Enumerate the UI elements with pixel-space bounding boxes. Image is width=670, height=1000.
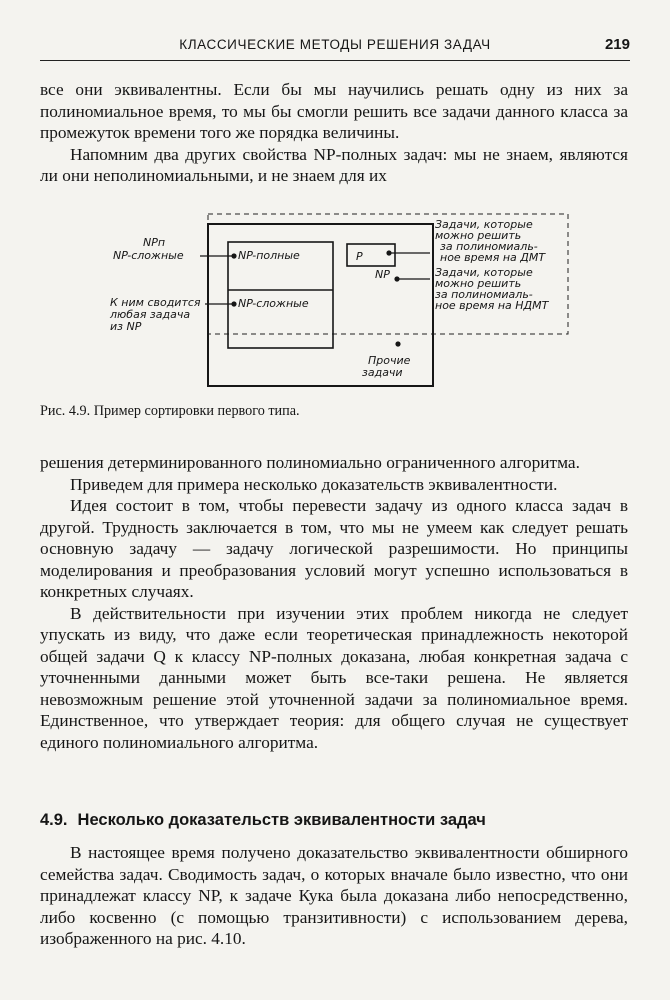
paragraph: Приведем для примера несколько доказательств эквивалентности.	[70, 474, 558, 494]
dot	[386, 250, 391, 255]
figure-diagram	[100, 206, 570, 398]
paragraph: все они эквивалентны. Если бы мы научились решать одну из них за полиномиальное время, то мы бы смогли решить все задачи данного класса за промежуток времени того же порядка величины.	[40, 80, 628, 142]
figure-4-9	[100, 206, 570, 398]
label-np-hard-inner: NP-сложные	[238, 297, 309, 310]
label-dmt-4: ное время на ДМТ	[440, 251, 546, 264]
label-reduce-2: любая задача	[110, 308, 191, 321]
section-text	[40, 842, 628, 950]
label-other-1: Прочие	[368, 354, 411, 367]
label-ndmt-4: ное время на НДМТ	[435, 299, 549, 312]
body-text	[40, 452, 628, 753]
dot	[394, 276, 399, 281]
dot	[231, 301, 236, 306]
dot	[395, 341, 400, 346]
paragraph: Идея состоит в том, чтобы перевести задачу из одного класса задач в другой. Трудность заключается в том, что мы не умеем как следует решать основную задачу — задачу логической разрешимости. Но принципы моделирования и преобразования условий могут успешно использоваться в конкретных случаях.	[40, 496, 628, 601]
label-dmt-3: за полиномиаль-	[440, 240, 538, 253]
label-ndmt-1: Задачи, которые	[435, 266, 533, 279]
page-header	[40, 36, 630, 61]
label-other-2: задачи	[362, 366, 403, 379]
paragraph: В настоящее время получено доказательство эквивалентности обширного семейства задач. Сводимость задач, о которых вначале было известно, что они принадлежат классу NP, к задаче Кука была доказана либо непосредственно, либо косвенно (с помощью транзитивности) с использованием дерева, изображенного на рис. 4.10.	[40, 843, 628, 948]
label-np: NP	[375, 268, 390, 281]
section-title: Несколько доказательств эквивалентности задач	[77, 811, 486, 829]
paragraph: решения детерминированного полиномиально ограниченного алгоритма.	[40, 453, 580, 472]
page-number: 219	[604, 36, 630, 53]
label-reduce-1: К ним сводится	[110, 296, 201, 309]
label-dmt-2: можно решить	[435, 229, 522, 242]
label-dmt-1: Задачи, которые	[435, 218, 533, 231]
label-np-hard-left: NP-сложные	[113, 249, 184, 262]
running-head: КЛАССИЧЕСКИЕ МЕТОДЫ РЕШЕНИЯ ЗАДАЧ	[179, 37, 491, 52]
top-text	[40, 79, 628, 187]
dot	[231, 253, 236, 258]
label-npn: NPп	[143, 236, 166, 249]
paragraph: В действительности при изучении этих проблем никогда не следует упускать из виду, что даже если теоретическая принадлежность некоторой общей задачи Q к классу NP-полных доказана, любая конкретная задача с уточненными данными может быть все-таки решена. Не является невозможным решение этой уточненной задачи за полиномиальное время. Единственное, что утверждает теория: для общего случая не существует единого полиномиального алгоритма.	[40, 603, 628, 752]
paragraph: Напомним два других свойства NP-полных задач: мы не знаем, являются ли они неполиномиальными, и не знаем для их	[40, 144, 628, 185]
figure-caption: Рис. 4.9. Пример сортировки первого типа.	[40, 403, 300, 419]
label-ndmt-2: можно решить	[435, 277, 522, 290]
label-reduce-3: из NP	[110, 320, 142, 333]
label-np-complete: NP-полные	[238, 249, 300, 262]
section-number: 4.9.	[40, 811, 68, 829]
section-heading	[40, 811, 486, 830]
label-p: P	[356, 250, 363, 263]
label-ndmt-3: за полиномиаль-	[435, 288, 533, 301]
